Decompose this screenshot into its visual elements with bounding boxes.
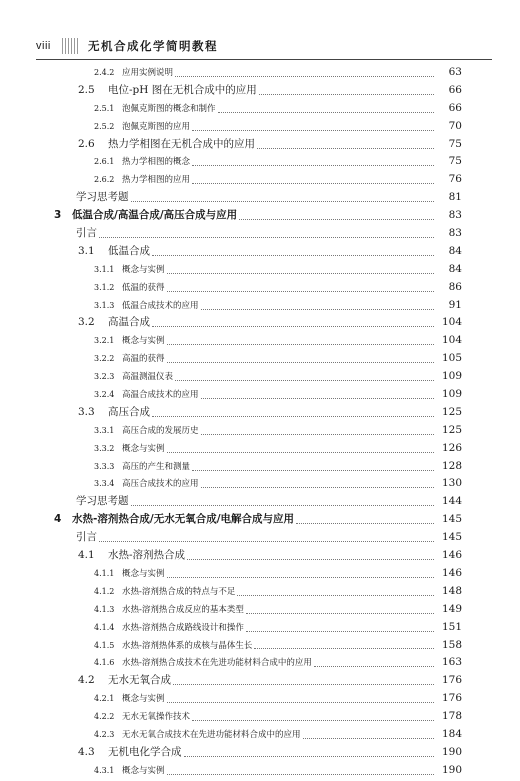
dot-leader bbox=[131, 504, 435, 506]
toc-entry-page: 148 bbox=[441, 584, 462, 597]
toc-entry-title: 水热-溶剂热合成 bbox=[108, 549, 186, 562]
toc-entry-page: 66 bbox=[448, 83, 462, 96]
toc-entry-title: 高压合成的发展历史 bbox=[122, 425, 199, 436]
toc-entry-number: 4.1 bbox=[78, 549, 95, 562]
running-header bbox=[0, 0, 520, 62]
toc-entry-title: 低温合成 bbox=[108, 244, 150, 257]
dot-leader bbox=[152, 415, 434, 417]
toc-entry-title: 引言 bbox=[76, 227, 97, 240]
dot-leader bbox=[167, 343, 434, 345]
toc-entry-number: 2.5 bbox=[78, 83, 95, 96]
toc-entry-number: 3.2 bbox=[78, 316, 95, 329]
toc-entry-title: 概念与实例 bbox=[122, 694, 165, 705]
toc-entry-page: 104 bbox=[441, 334, 462, 347]
toc-entry-number: 4 bbox=[54, 513, 62, 526]
toc-entry-intro bbox=[0, 225, 520, 243]
toc-entry-title: 概念与实例 bbox=[122, 264, 165, 275]
toc-entry-title: 概念与实例 bbox=[122, 336, 165, 347]
toc-entry-sub bbox=[0, 762, 520, 780]
toc-entry-page: 76 bbox=[448, 173, 462, 186]
toc-entry-sub bbox=[0, 475, 520, 493]
toc-entry-sec bbox=[0, 82, 520, 100]
dot-leader bbox=[167, 701, 434, 703]
toc-entry-number: 2.4.2 bbox=[94, 68, 115, 77]
toc-entry-sub bbox=[0, 100, 520, 118]
toc-entry-number: 3.1.1 bbox=[94, 264, 115, 274]
toc-entry-title: 概念与实例 bbox=[122, 443, 165, 454]
toc-entry-title: 引言 bbox=[76, 531, 97, 544]
toc-entry-sub bbox=[0, 440, 520, 458]
toc-entry-sec bbox=[0, 404, 520, 422]
toc-entry-number: 3.2.2 bbox=[94, 354, 115, 364]
toc-entry-sub bbox=[0, 171, 520, 189]
dot-leader bbox=[246, 612, 434, 614]
toc-entry-sub bbox=[0, 637, 520, 655]
toc-entry-title: 无机电化学合成 bbox=[108, 745, 182, 758]
toc-entry-title: 高温合成 bbox=[108, 316, 150, 329]
toc-entry-title: 泡佩克斯图的应用 bbox=[122, 121, 191, 132]
dot-leader bbox=[237, 594, 434, 596]
toc-entry-number: 4.2 bbox=[78, 674, 95, 687]
dot-leader bbox=[175, 379, 434, 381]
toc-entry-page: 70 bbox=[448, 119, 462, 132]
dot-leader bbox=[175, 75, 434, 77]
toc-entry-page: 190 bbox=[441, 745, 462, 758]
toc-entry-sec bbox=[0, 672, 520, 690]
toc-entry-title: 高压合成技术的应用 bbox=[122, 479, 199, 490]
toc-entry-number: 3.3.4 bbox=[94, 479, 115, 489]
toc-entry-page: 109 bbox=[441, 388, 462, 401]
toc-entry-title: 无水无氧操作技术 bbox=[122, 712, 191, 723]
dot-leader bbox=[201, 486, 434, 488]
toc-entry-sub bbox=[0, 458, 520, 476]
toc-entry-sub bbox=[0, 726, 520, 744]
dot-leader bbox=[167, 576, 434, 578]
toc-entry-chapter bbox=[0, 207, 520, 225]
table-of-contents bbox=[0, 64, 520, 780]
toc-entry-title: 高压的产生和测量 bbox=[122, 461, 191, 472]
toc-entry-title: 高温合成技术的应用 bbox=[122, 390, 199, 401]
toc-entry-number: 3 bbox=[54, 209, 62, 222]
toc-entry-sub bbox=[0, 297, 520, 315]
toc-entry-sub bbox=[0, 332, 520, 350]
toc-entry-number: 4.1.6 bbox=[94, 658, 115, 668]
dot-leader bbox=[314, 665, 434, 667]
dot-leader bbox=[99, 236, 434, 238]
toc-entry-number: 4.1.3 bbox=[94, 604, 115, 614]
toc-entry-page: 84 bbox=[448, 262, 462, 275]
toc-entry-sub bbox=[0, 64, 520, 82]
dot-leader bbox=[192, 129, 434, 131]
toc-entry-page: 125 bbox=[441, 423, 462, 436]
toc-entry-page: 146 bbox=[441, 566, 462, 579]
toc-entry-intro bbox=[0, 529, 520, 547]
toc-entry-number: 3.1.3 bbox=[94, 300, 115, 310]
dot-leader bbox=[201, 397, 434, 399]
dot-leader bbox=[254, 647, 434, 649]
dot-leader bbox=[173, 683, 434, 685]
toc-entry-number: 3.3.3 bbox=[94, 461, 115, 471]
dot-leader bbox=[192, 469, 434, 471]
toc-entry-number: 3.3.1 bbox=[94, 425, 115, 435]
toc-entry-sub bbox=[0, 279, 520, 297]
dot-leader bbox=[296, 522, 434, 524]
toc-entry-number: 3.3.2 bbox=[94, 443, 115, 453]
toc-entry-page: 81 bbox=[448, 191, 462, 204]
toc-entry-intro bbox=[0, 189, 520, 207]
dot-leader bbox=[259, 93, 434, 95]
toc-entry-number: 4.1.1 bbox=[94, 568, 115, 578]
toc-entry-title: 热力学相图的概念 bbox=[122, 157, 191, 168]
dot-leader bbox=[192, 719, 434, 721]
toc-entry-number: 2.5.2 bbox=[94, 121, 115, 131]
toc-entry-title: 学习思考题 bbox=[76, 191, 129, 204]
toc-entry-page: 109 bbox=[441, 370, 462, 383]
toc-entry-sub bbox=[0, 690, 520, 708]
toc-entry-page: 163 bbox=[441, 656, 462, 669]
toc-entry-number: 4.3 bbox=[78, 745, 95, 758]
toc-entry-page: 176 bbox=[441, 692, 462, 705]
toc-entry-title: 水热-溶剂热体系的成核与晶体生长 bbox=[122, 640, 253, 651]
toc-entry-sec bbox=[0, 136, 520, 154]
dot-leader bbox=[152, 325, 434, 327]
toc-entry-page: 145 bbox=[441, 513, 462, 526]
toc-entry-title: 泡佩克斯图的概念和制作 bbox=[122, 103, 216, 114]
toc-entry-title: 高温测温仪表 bbox=[122, 372, 174, 383]
toc-entry-number: 4.3.1 bbox=[94, 765, 115, 775]
toc-entry-page: 105 bbox=[441, 352, 462, 365]
toc-entry-page: 83 bbox=[448, 209, 462, 222]
dot-leader bbox=[152, 254, 434, 256]
dot-leader bbox=[99, 540, 434, 542]
dot-leader bbox=[303, 737, 434, 739]
toc-entry-number: 2.5.1 bbox=[94, 103, 115, 113]
toc-entry-sec bbox=[0, 547, 520, 565]
toc-entry-page: 190 bbox=[441, 763, 462, 776]
toc-entry-title: 热力学相图的应用 bbox=[122, 175, 191, 186]
toc-entry-page: 125 bbox=[441, 405, 462, 418]
toc-entry-chapter bbox=[0, 511, 520, 529]
toc-entry-number: 3.2.4 bbox=[94, 390, 115, 400]
toc-entry-sec bbox=[0, 243, 520, 261]
toc-entry-number: 2.6 bbox=[78, 137, 95, 150]
toc-entry-title: 水热-溶剂热合成路线设计和操作 bbox=[122, 622, 244, 633]
toc-entry-page: 146 bbox=[441, 549, 462, 562]
toc-entry-page: 66 bbox=[448, 101, 462, 114]
toc-entry-page: 104 bbox=[441, 316, 462, 329]
toc-entry-title: 概念与实例 bbox=[122, 568, 165, 579]
toc-entry-sub bbox=[0, 601, 520, 619]
toc-entry-title: 低温合成/高温合成/高压合成与应用 bbox=[72, 209, 238, 222]
header-rule bbox=[36, 59, 492, 60]
toc-entry-sub bbox=[0, 565, 520, 583]
toc-entry-number: 4.1.5 bbox=[94, 640, 115, 650]
dot-leader bbox=[246, 630, 434, 632]
toc-entry-intro bbox=[0, 493, 520, 511]
toc-entry-page: 63 bbox=[448, 66, 462, 78]
dot-leader bbox=[192, 164, 434, 166]
toc-entry-title: 热力学相图在无机合成中的应用 bbox=[108, 137, 255, 150]
toc-entry-page: 86 bbox=[448, 280, 462, 293]
dot-leader bbox=[167, 451, 434, 453]
toc-entry-page: 75 bbox=[448, 137, 462, 150]
toc-entry-sec bbox=[0, 314, 520, 332]
toc-entry-title: 学习思考题 bbox=[76, 495, 129, 508]
dot-leader bbox=[167, 773, 434, 775]
toc-entry-title: 高压合成 bbox=[108, 405, 150, 418]
toc-entry-number: 3.2.3 bbox=[94, 372, 115, 382]
toc-entry-page: 151 bbox=[441, 620, 462, 633]
toc-entry-number: 3.2.1 bbox=[94, 336, 115, 346]
toc-entry-sub bbox=[0, 583, 520, 601]
dot-leader bbox=[167, 290, 434, 292]
toc-entry-number: 4.2.1 bbox=[94, 694, 115, 704]
toc-entry-page: 144 bbox=[441, 495, 462, 508]
toc-entry-sub bbox=[0, 153, 520, 171]
toc-entry-title: 应用实例说明 bbox=[122, 68, 174, 78]
dot-leader bbox=[131, 200, 435, 202]
toc-entry-number: 2.6.2 bbox=[94, 175, 115, 185]
toc-entry-page: 178 bbox=[441, 710, 462, 723]
toc-entry-number: 4.2.2 bbox=[94, 712, 115, 722]
toc-entry-title: 水热-溶剂热合成的特点与不足 bbox=[122, 586, 236, 597]
toc-entry-page: 91 bbox=[448, 298, 462, 311]
dot-leader bbox=[257, 147, 434, 149]
toc-entry-sub bbox=[0, 422, 520, 440]
toc-entry-title: 概念与实例 bbox=[122, 765, 165, 776]
hatch-ornament bbox=[62, 38, 80, 54]
dot-leader bbox=[167, 361, 434, 363]
toc-entry-page: 130 bbox=[441, 477, 462, 490]
dot-leader bbox=[201, 433, 434, 435]
toc-entry-sub bbox=[0, 118, 520, 136]
toc-entry-title: 水热-溶剂热合成技术在先进功能材料合成中的应用 bbox=[122, 658, 312, 669]
dot-leader bbox=[167, 272, 434, 274]
toc-entry-page: 128 bbox=[441, 459, 462, 472]
toc-entry-sub bbox=[0, 708, 520, 726]
toc-entry-title: 无水无氧合成技术在先进功能材料合成中的应用 bbox=[122, 729, 301, 740]
toc-entry-title: 低温合成技术的应用 bbox=[122, 300, 199, 311]
toc-entry-page: 75 bbox=[448, 155, 462, 168]
book-title: 无机合成化学简明教程 bbox=[88, 39, 218, 53]
toc-entry-sub bbox=[0, 654, 520, 672]
toc-entry-number: 3.3 bbox=[78, 405, 95, 418]
toc-entry-sub bbox=[0, 350, 520, 368]
toc-entry-number: 4.2.3 bbox=[94, 729, 115, 739]
dot-leader bbox=[184, 755, 435, 757]
dot-leader bbox=[201, 308, 434, 310]
toc-entry-sub bbox=[0, 261, 520, 279]
dot-leader bbox=[218, 111, 434, 113]
dot-leader bbox=[187, 558, 434, 560]
toc-entry-page: 176 bbox=[441, 674, 462, 687]
toc-entry-title: 水热-溶剂热合成反应的基本类型 bbox=[122, 604, 244, 615]
toc-entry-page: 83 bbox=[448, 227, 462, 240]
toc-entry-title: 水热-溶剂热合成/无水无氧合成/电解合成与应用 bbox=[72, 513, 295, 526]
toc-entry-page: 145 bbox=[441, 531, 462, 544]
toc-entry-sub bbox=[0, 386, 520, 404]
toc-entry-sec bbox=[0, 744, 520, 762]
toc-entry-page: 149 bbox=[441, 602, 462, 615]
toc-entry-number: 3.1 bbox=[78, 244, 95, 257]
toc-entry-number: 3.1.2 bbox=[94, 282, 115, 292]
toc-entry-title: 低温的获得 bbox=[122, 282, 165, 293]
toc-entry-title: 电位-pH 图在无机合成中的应用 bbox=[108, 83, 257, 96]
toc-entry-number: 2.6.1 bbox=[94, 157, 115, 167]
page-number: viii bbox=[36, 40, 51, 52]
toc-entry-page: 158 bbox=[441, 638, 462, 651]
toc-entry-title: 高温的获得 bbox=[122, 354, 165, 365]
dot-leader bbox=[239, 218, 434, 220]
toc-entry-sub bbox=[0, 368, 520, 386]
toc-entry-title: 无水无氧合成 bbox=[108, 674, 171, 687]
toc-entry-page: 126 bbox=[441, 441, 462, 454]
toc-entry-number: 4.1.4 bbox=[94, 622, 115, 632]
toc-entry-page: 84 bbox=[448, 244, 462, 257]
toc-entry-sub bbox=[0, 619, 520, 637]
toc-entry-number: 4.1.2 bbox=[94, 586, 115, 596]
toc-entry-page: 184 bbox=[441, 727, 462, 740]
dot-leader bbox=[192, 182, 434, 184]
